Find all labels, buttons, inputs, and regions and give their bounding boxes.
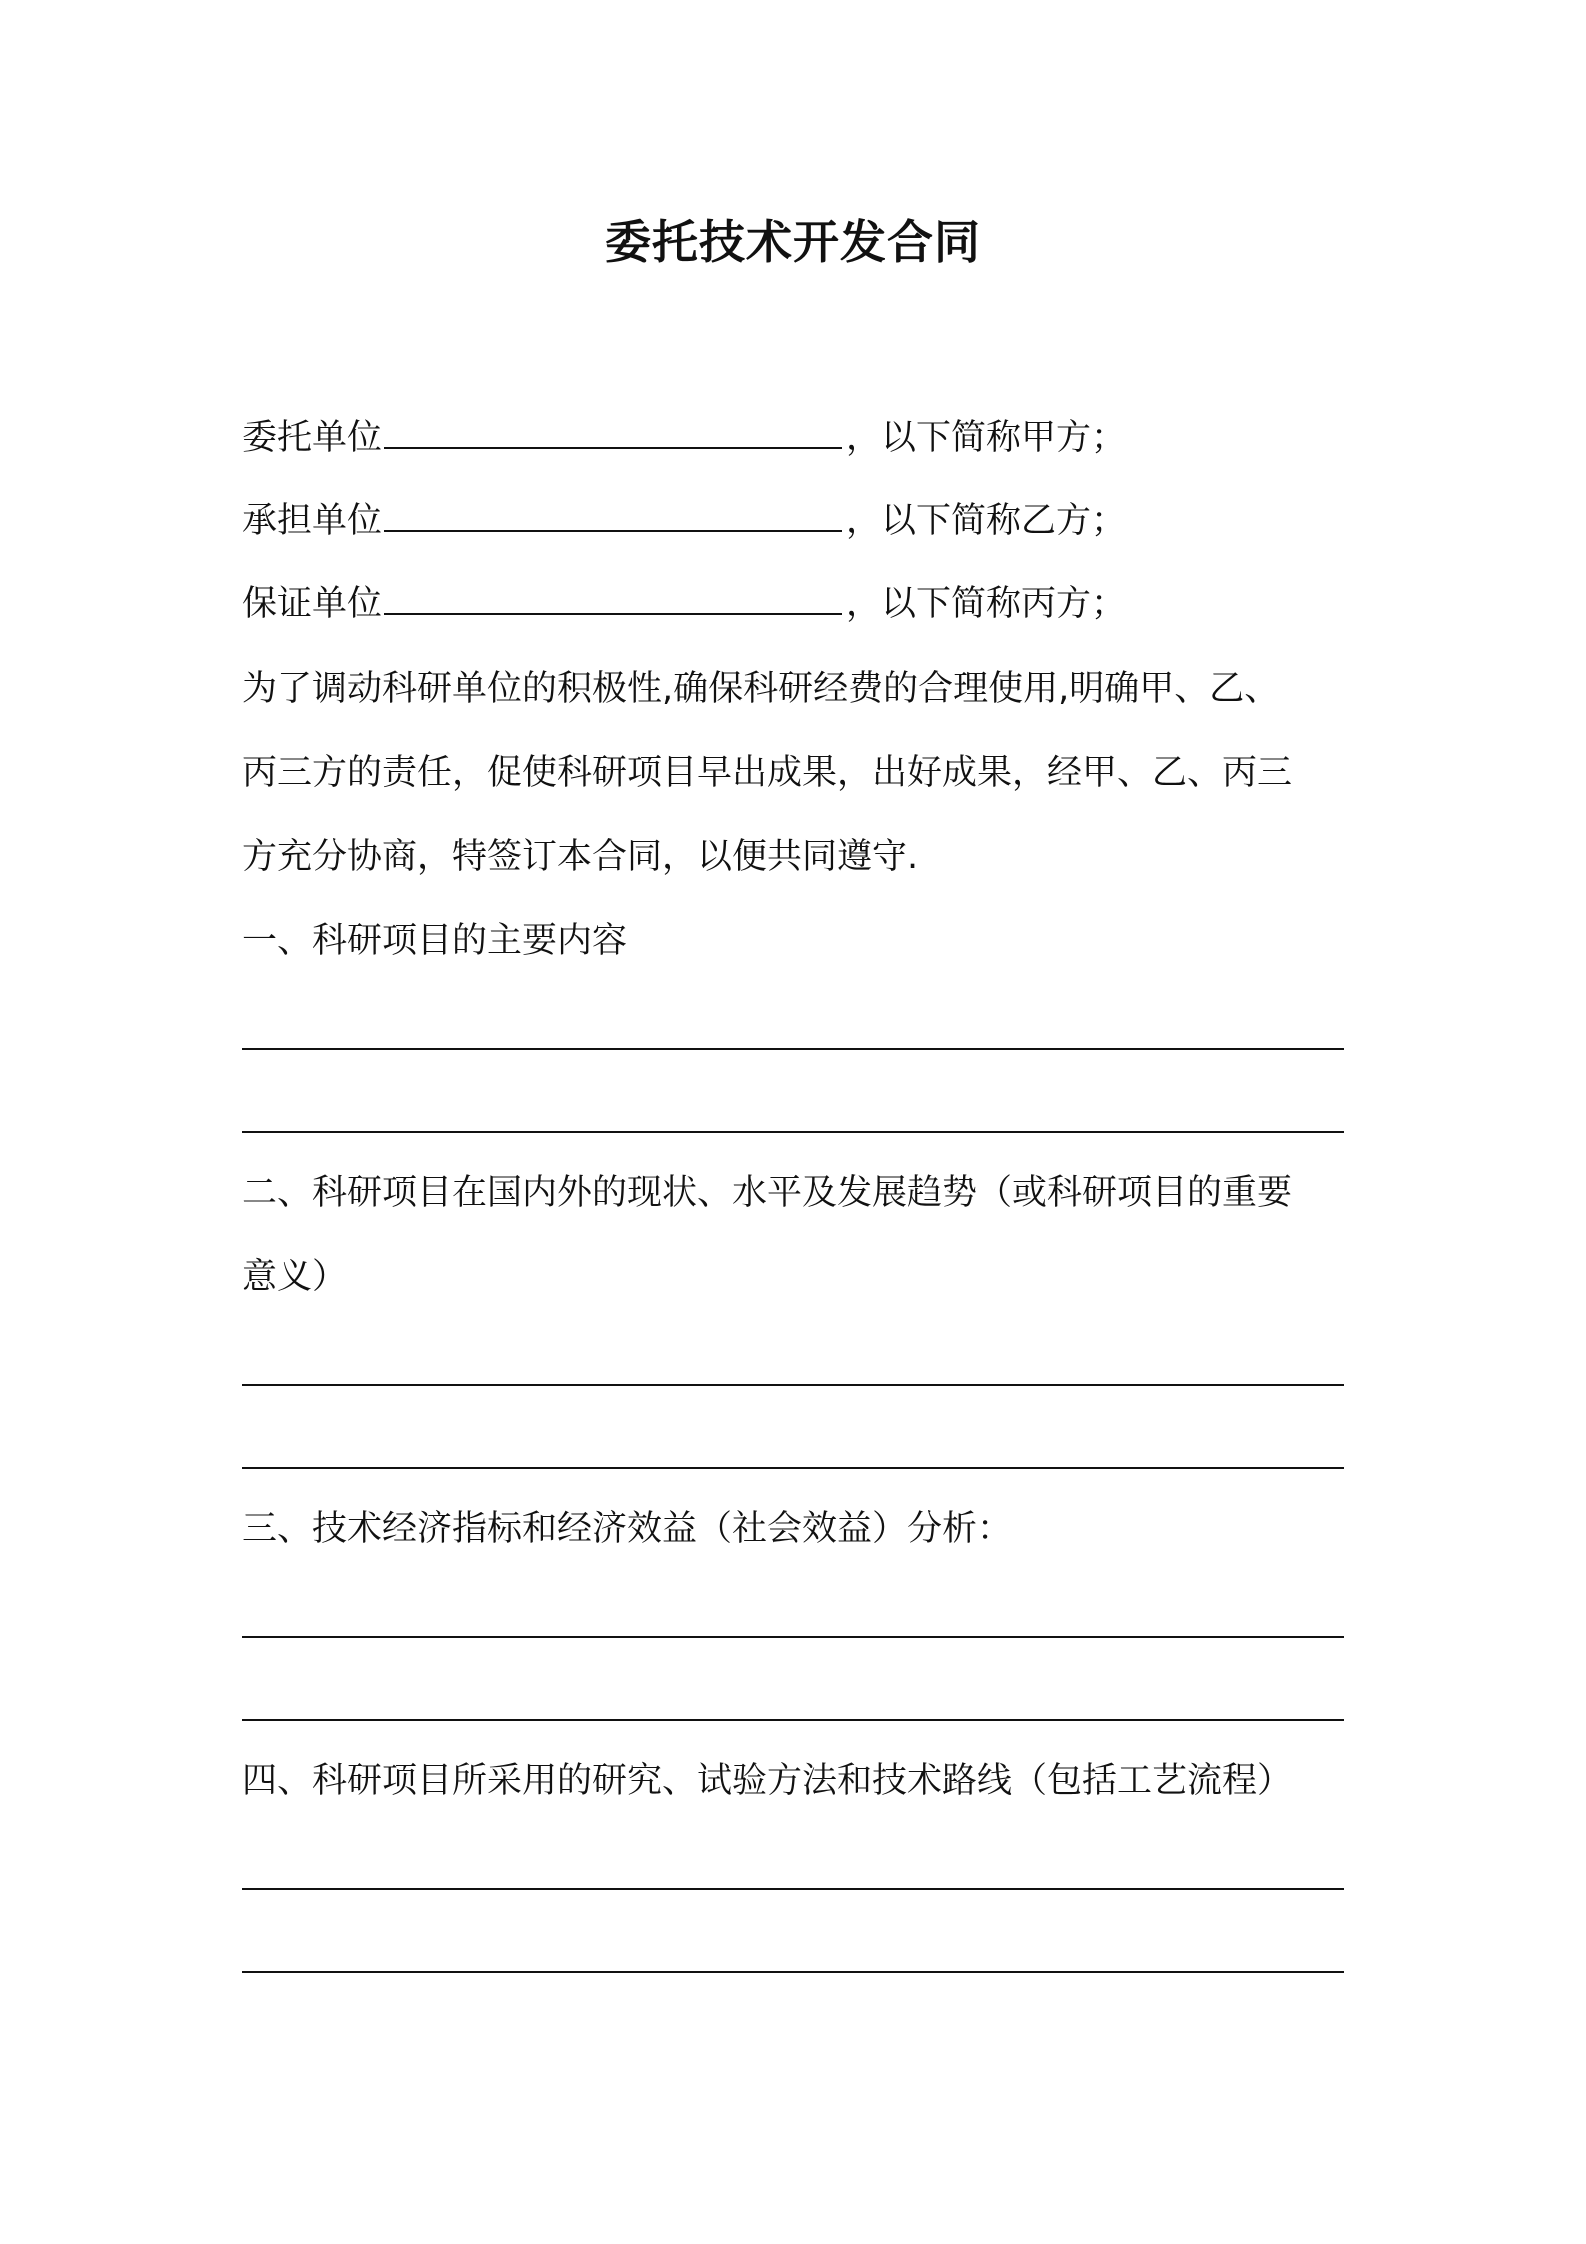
party-suffix: ，以下简称乙方； xyxy=(846,501,1127,541)
section-heading: 三、技术经济指标和经济效益（社会效益）分析： xyxy=(242,1509,1013,1549)
party-label: 保证单位 xyxy=(242,584,383,624)
fill-in-line[interactable] xyxy=(242,1131,1344,1133)
document-title: 委托技术开发合同 xyxy=(605,215,981,269)
party-line-b xyxy=(242,496,1126,546)
section-heading: 二、科研项目在国内外的现状、水平及发展趋势（或科研项目的重要 xyxy=(242,1173,1293,1213)
fill-in-line[interactable] xyxy=(242,1719,1344,1721)
fill-in-line[interactable] xyxy=(242,1888,1344,1890)
preamble-line: 方充分协商，特签订本合同，以便共同遵守. xyxy=(242,837,919,877)
fill-in-line[interactable] xyxy=(242,1971,1344,1973)
fill-in-line[interactable] xyxy=(242,1467,1344,1469)
party-line-c xyxy=(242,579,1126,629)
section-heading: 四、科研项目所采用的研究、试验方法和技术路线（包括工艺流程） xyxy=(242,1761,1293,1801)
party-fill-blank[interactable] xyxy=(384,581,842,615)
party-suffix: ，以下简称丙方； xyxy=(846,584,1127,624)
party-suffix: ，以下简称甲方； xyxy=(846,418,1127,458)
fill-in-line[interactable] xyxy=(242,1636,1344,1638)
party-label: 委托单位 xyxy=(242,418,383,458)
section-heading: 一、科研项目的主要内容 xyxy=(242,921,628,961)
fill-in-line[interactable] xyxy=(242,1384,1344,1386)
party-line-a xyxy=(242,413,1126,463)
party-fill-blank[interactable] xyxy=(384,498,842,532)
section-heading-continued: 意义） xyxy=(242,1257,348,1297)
party-fill-blank[interactable] xyxy=(384,415,842,449)
party-label: 承担单位 xyxy=(242,501,383,541)
preamble-line: 丙三方的责任，促使科研项目早出成果，出好成果，经甲、乙、丙三 xyxy=(242,753,1293,793)
preamble-line: 为了调动科研单位的积极性,确保科研经费的合理使用,明确甲、乙、 xyxy=(242,669,1280,709)
fill-in-line[interactable] xyxy=(242,1048,1344,1050)
